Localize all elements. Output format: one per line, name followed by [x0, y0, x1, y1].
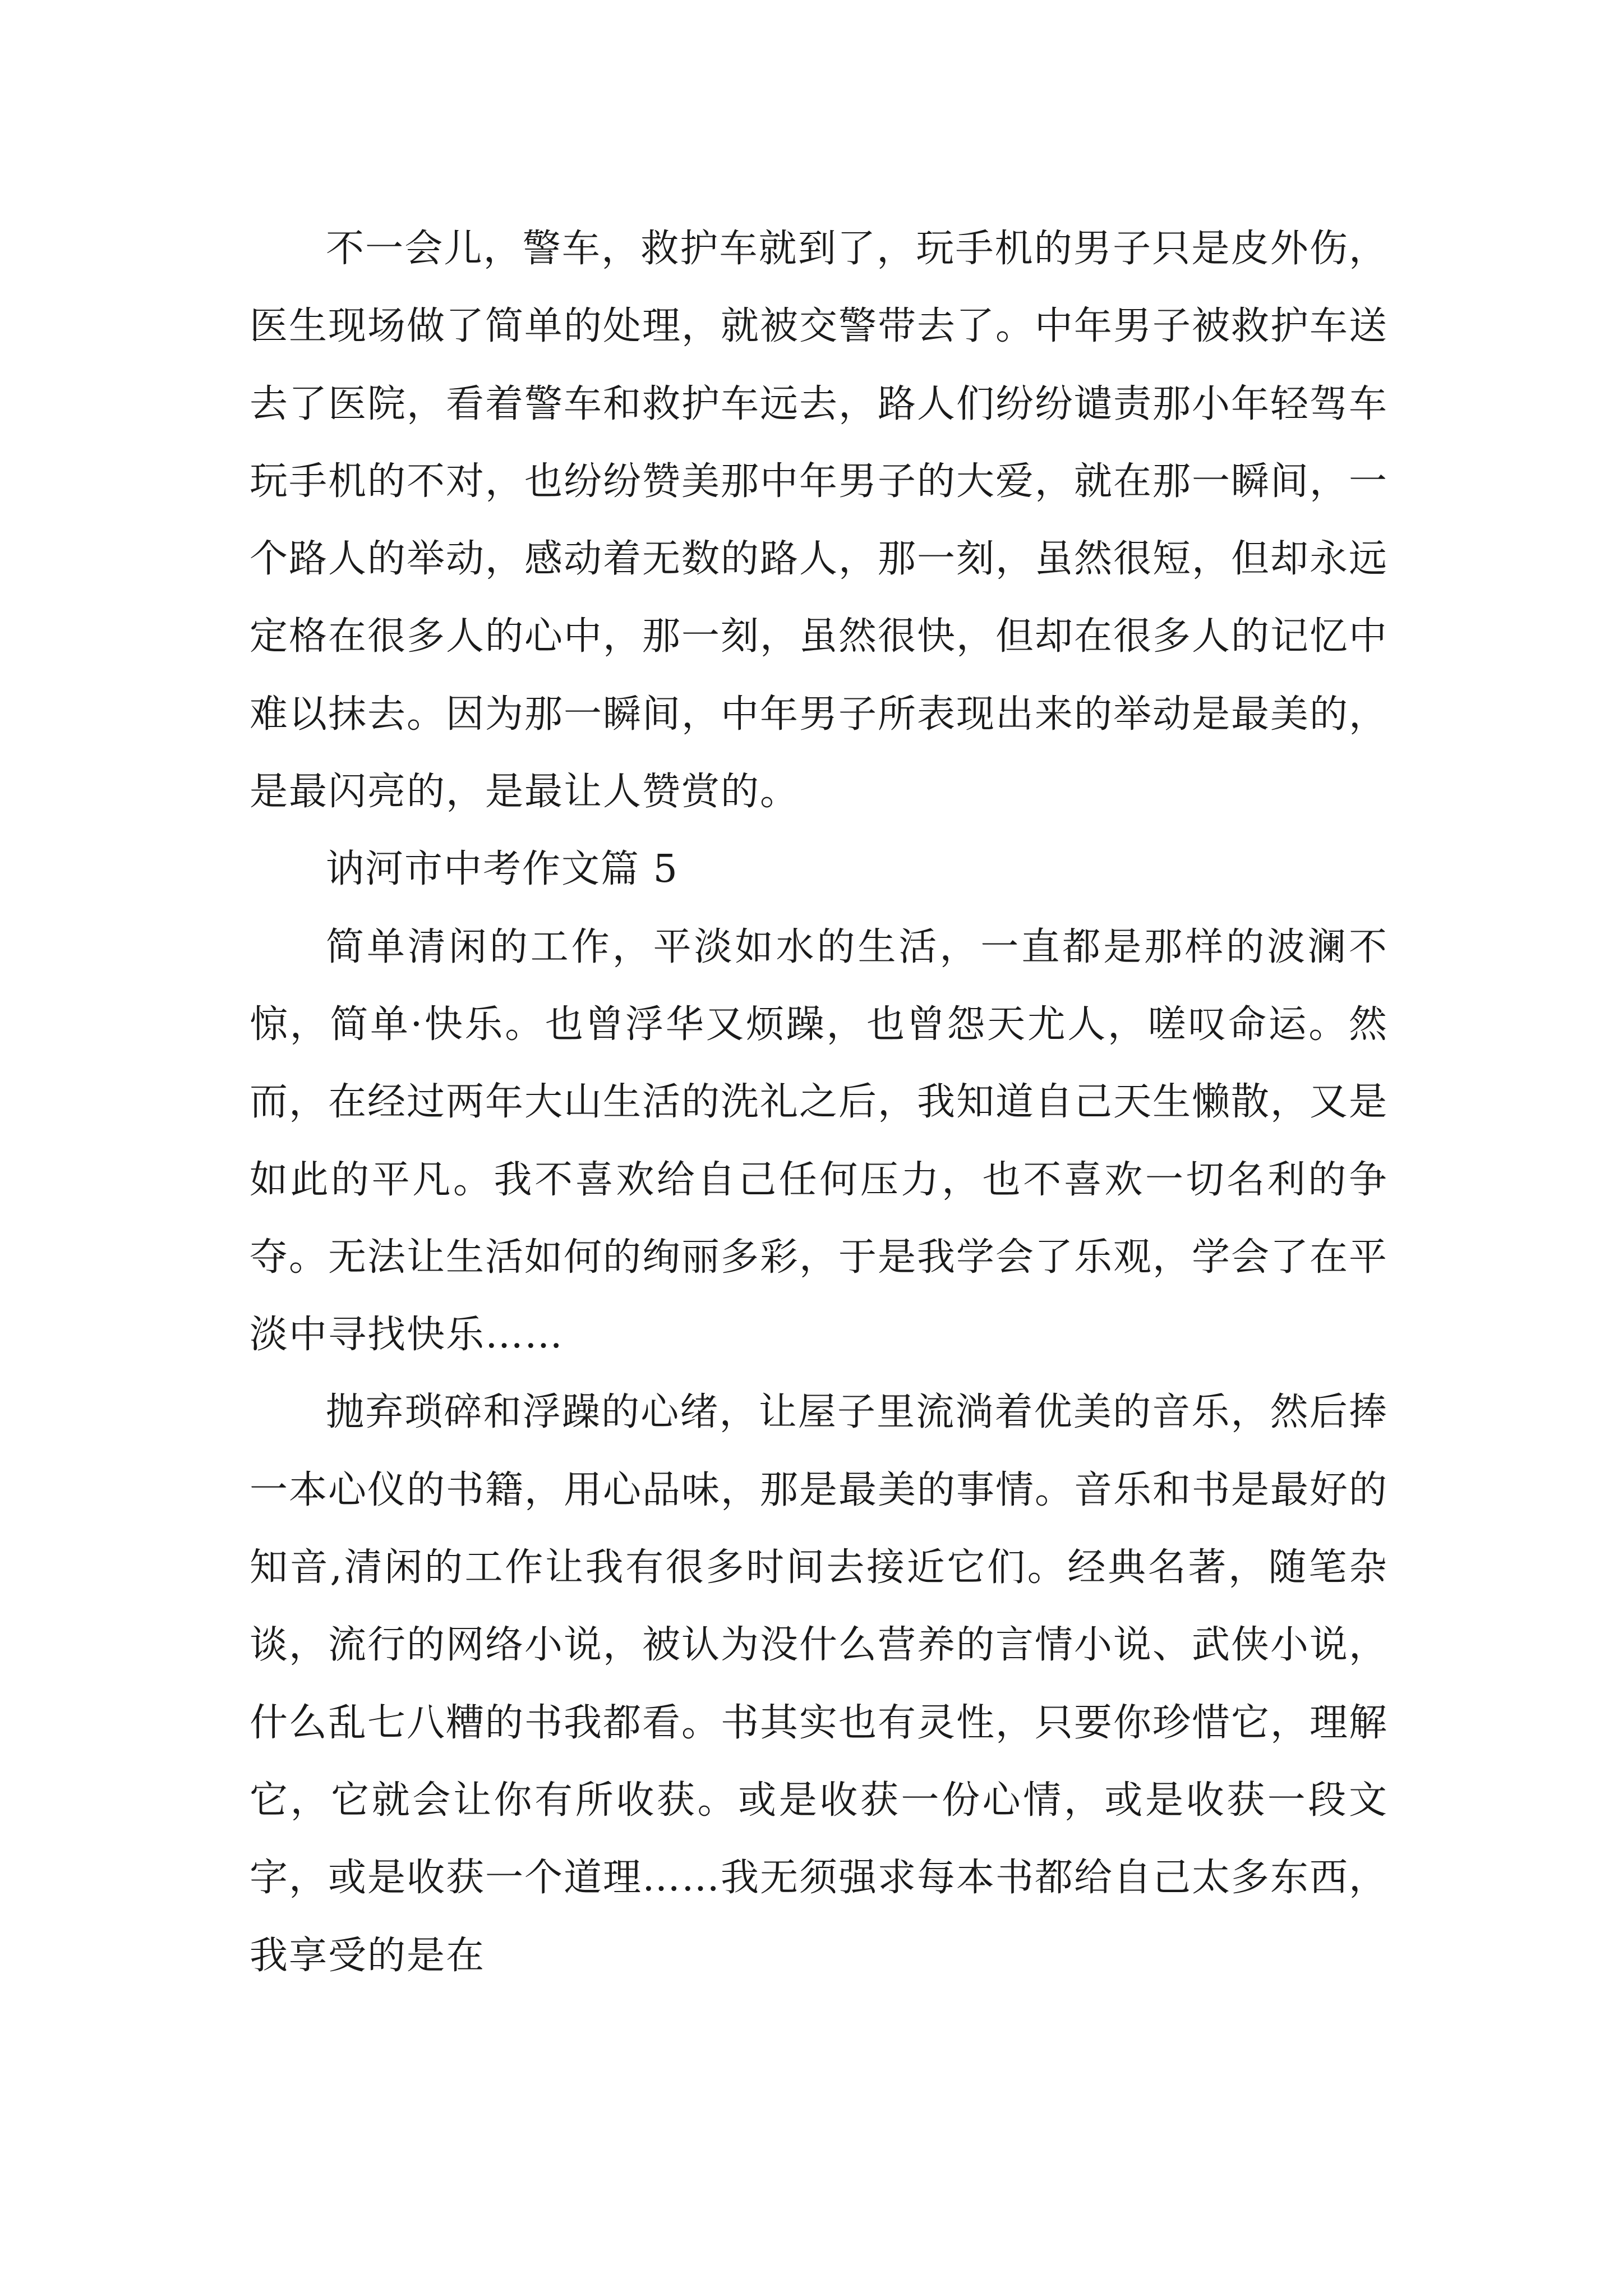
paragraph: 抛弃琐碎和浮躁的心绪，让屋子里流淌着优美的音乐，然后捧一本心仪的书籍，用心品味，那是最美的事情。音乐和书是最好的知音,清闲的工作让我有很多时间去接近它们。经典名著，随笔杂谈，流行的网络小说，被认为没什么营养的言情小说、武侠小说，什么乱七八糟的书我都看。书其实也有灵性，只要你珍惜它，理解它，它就会让你有所收获。或是收获一份心情，或是收获一段文字，或是收获一个道理……我无须强求每本书都给自己太多东西，我享受的是在 — [250, 1390, 1389, 1978]
paragraph: 不一会儿，警车，救护车就到了，玩手机的男子只是皮外伤，医生现场做了简单的处理，就被交警带去了。中年男子被救护车送去了医院，看着警车和救护车远去，路人们纷纷谴责那小年轻驾车玩手机的不对，也纷纷赞美那中年男子的大爱，就在那一瞬间，一个路人的举动，感动着无数的路人，那一刻，虽然很短，但却永远定格在很多人的心中，那一刻，虽然很快，但却在很多人的记忆中难以抹去。因为那一瞬间，中年男子所表现出来的举动是最美的，是最闪亮的，是最让人赞赏的。 — [250, 227, 1389, 815]
paragraph: 简单清闲的工作，平淡如水的生活，一直都是那样的波澜不惊，简单·快乐。也曾浮华又烦躁，也曾怨天尤人，嗟叹命运。然而，在经过两年大山生活的洗礼之后，我知道自己天生懒散，又是如此的平凡。我不喜欢给自己任何压力，也不喜欢一切名利的争夺。无法让生活如何的绚丽多彩，于是我学会了乐观，学会了在平淡中寻找快乐…… — [250, 924, 1389, 1358]
section-heading: 讷河市中考作文篇 5 — [326, 847, 679, 892]
document-body — [250, 210, 1388, 1995]
